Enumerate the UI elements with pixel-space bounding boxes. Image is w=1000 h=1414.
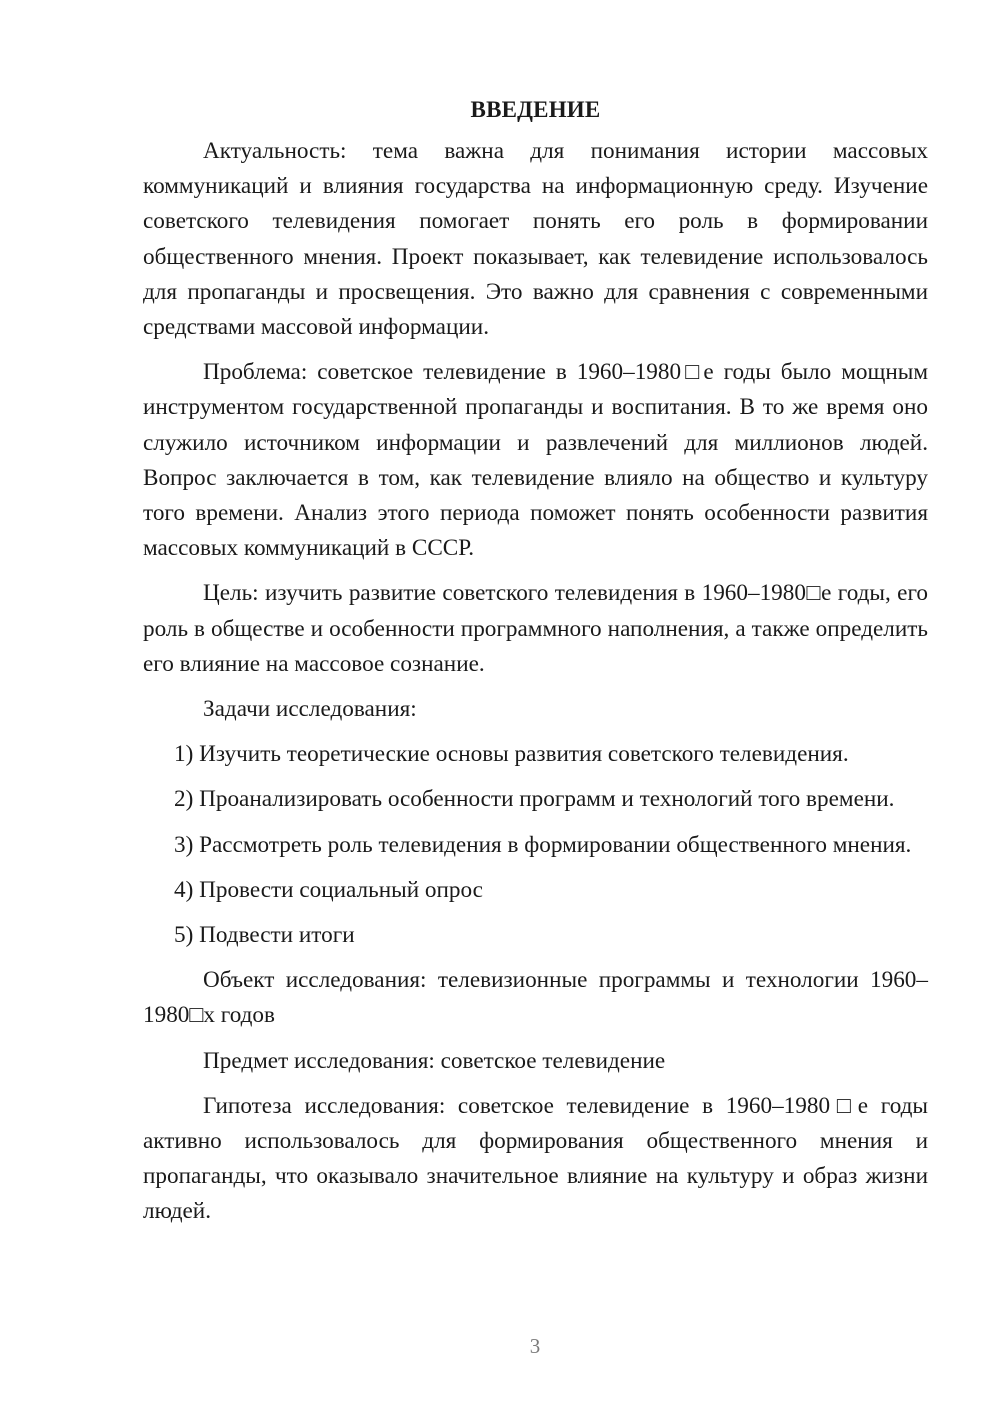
task-item-4: 4) Провести социальный опрос — [174, 876, 483, 903]
paragraph-relevance: Актуальность: тема важна для понимания истории массовых коммуникаций и влияния государства на информационную среду. Изучение советского телевидения помогает понять его роль в формировании общественного мнения. Проект показывает, как телевидение использовалось для пропаганды и просвещения. Это важно для сравнения с современными средствами массовой информации. — [143, 138, 928, 341]
task-item-3: 3) Рассмотреть роль телевидения в формировании общественного мнения. — [174, 831, 912, 858]
paragraph-hypothesis: Гипотеза исследования: советское телевидение в 1960–1980□е годы активно использовалось для формирования общественного мнения и пропаганды, что оказывало значительное влияние на культуру и образ жизни людей. — [143, 1092, 928, 1225]
paragraph-goal: Цель: изучить развитие советского телевидения в 1960–1980□е годы, его роль в обществе и особенности программного наполнения, а также определить его влияние на массовое сознание. — [143, 580, 928, 677]
page-title: ВВЕДЕНИЕ — [470, 97, 601, 122]
paragraph-object: Объект исследования: телевизионные программы и технологии 1960–1980□х годов — [143, 967, 928, 1029]
page-content — [143, 92, 928, 1240]
paragraph-problem: Проблема: советское телевидение в 1960–1980□е годы было мощным инструментом государственной пропаганды и воспитания. В то же время оно служило источником информации и развлечений для миллионов людей. Вопрос заключается в том, как телевидение влияло на общество и культуру того времени. Анализ этого периода поможет понять особенности развития массовых коммуникаций в СССР. — [143, 359, 928, 562]
task-item-2: 2) Проанализировать особенности программ и технологий того времени. — [174, 786, 895, 813]
task-item-5: 5) Подвести итоги — [174, 922, 355, 949]
tasks-heading: Задачи исследования: — [203, 696, 417, 723]
page-number: 3 — [529, 1334, 541, 1358]
task-item-1: 1) Изучить теоретические основы развития советского телевидения. — [174, 741, 849, 768]
paragraph-subject: Предмет исследования: советское телевидение — [203, 1047, 666, 1074]
